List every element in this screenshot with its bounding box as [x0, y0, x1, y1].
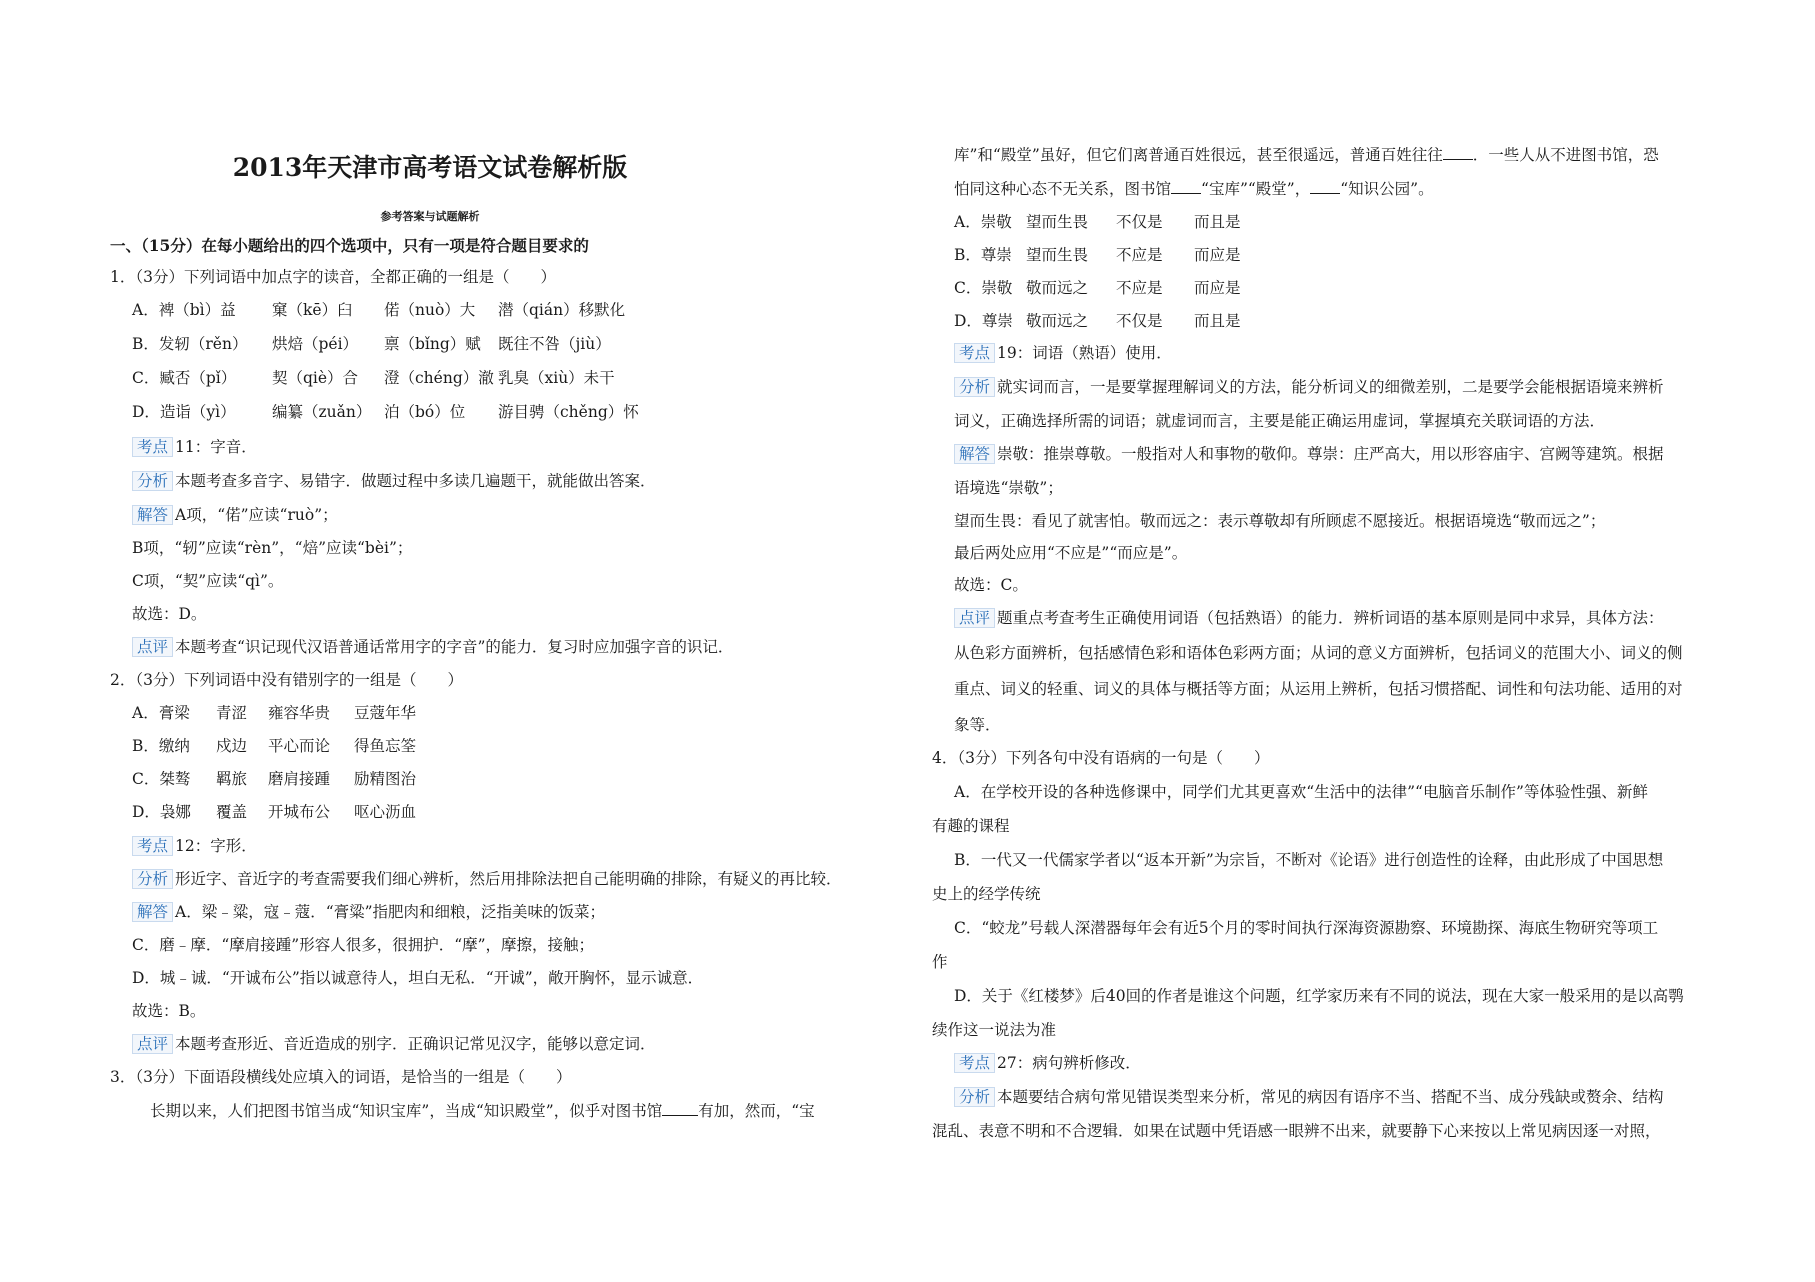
q3-jieda [954, 444, 1664, 464]
option-part: A．裨（bì）益 [132, 301, 236, 319]
dianping-tag: 点评 [132, 637, 173, 657]
q3-option-a [954, 212, 1241, 232]
jieda-tag: 解答 [954, 444, 995, 464]
passage-text: “知识公园”。 [1340, 180, 1434, 198]
option-part: 潜（qián）移默化 [498, 301, 626, 319]
q2-jieda [132, 902, 605, 922]
option-part: 青涩 [216, 704, 248, 722]
q2-answer-line: C．磨﹣摩．“摩肩接踵”形容人很多，很拥护．“摩”，摩擦，接触； [132, 936, 595, 954]
q1-answer-line: 故选：D。 [132, 605, 207, 623]
option-part: 澄（chéng）澈 [384, 369, 494, 387]
option-part: D．尊崇 [954, 312, 1013, 330]
q3-fenxi [954, 377, 1664, 397]
q1-option-a [132, 300, 625, 320]
q2-fenxi [132, 869, 842, 889]
kaodian-text: 19：词语（熟语）使用． [997, 344, 1172, 362]
option-part: 而应是 [1194, 246, 1241, 264]
jieda-text: A项，“偌”应读“ruò”； [175, 506, 338, 524]
kaodian-text: 12：字形． [175, 837, 257, 855]
answer-blank [1443, 145, 1473, 160]
option-part: 磨肩接踵 [268, 770, 331, 788]
option-part: 敬而远之 [1026, 279, 1089, 297]
dianping-text: 本题考查形近、音近造成的别字．正确识记常见汉字，能够以意定词． [175, 1035, 656, 1053]
q1-answer-line: C项，“契”应读“qì”。 [132, 572, 284, 590]
q1-dianping [132, 637, 733, 657]
q3-kaodian [954, 343, 1172, 363]
q3-fenxi-cont: 词义，正确选择所需的词语；就虚词而言，主要是能正确运用虚词，掌握填充关联词语的方法． [954, 412, 1606, 430]
q3-dianping [954, 608, 1664, 628]
fenxi-text: 本题要结合病句常见错误类型来分析，常见的病因有语序不当、搭配不当、成分残缺或赘余、结构 [997, 1088, 1664, 1106]
q3-dianping-cont: 从色彩方面辨析，包括感情色彩和语体色彩两方面；从词的意义方面辨析，包括词义的范围大小、词义的侧 [954, 644, 1683, 662]
passage-text: 有加，然而，“宝 [698, 1102, 815, 1120]
option-part: C．桀骜 [132, 770, 191, 788]
option-part: 乳臭（xiù）未干 [498, 369, 615, 387]
option-part: 开城布公 [268, 803, 331, 821]
option-part: 得鱼忘筌 [354, 737, 417, 755]
answer-blank [1171, 179, 1201, 194]
fenxi-tag: 分析 [132, 471, 173, 491]
option-part: 不应是 [1116, 246, 1163, 264]
passage-text: “宝库”“殿堂”， [1201, 180, 1311, 198]
dianping-tag: 点评 [954, 608, 995, 628]
option-part: 而且是 [1194, 213, 1241, 231]
q4-fenxi-cont: 混乱、表意不明和不合逻辑．如果在试题中凭语感一眼辨不出来，就要静下心来按以上常见病因逐一对照， [932, 1122, 1661, 1140]
q1-fenxi [132, 471, 656, 491]
option-part: B．缴纳 [132, 737, 190, 755]
fenxi-text: 形近字、音近字的考查需要我们细心辨析，然后用排除法把自己能明确的排除，有疑义的再比较． [175, 870, 842, 888]
dianping-text: 题重点考查考生正确使用词语（包括熟语）的能力．辨析词语的基本原则是同中求异，具体方法： [997, 609, 1664, 627]
option-part: 窠（kē）臼 [272, 301, 353, 319]
q2-option-b [132, 736, 416, 756]
kaodian-text: 27：病句辨析修改． [997, 1054, 1141, 1072]
option-part: 不仅是 [1116, 213, 1163, 231]
q2-stem: 2．（3分）下列词语中没有错别字的一组是（ ） [110, 671, 463, 689]
q1-option-c [132, 368, 615, 388]
option-part: 敬而远之 [1026, 312, 1089, 330]
answer-blank [1310, 179, 1340, 194]
q3-option-d [954, 311, 1241, 331]
kaodian-text: 11：字音． [175, 438, 257, 456]
q3-stem: 3．（3分）下面语段横线处应填入的词语，是恰当的一组是（ ） [110, 1068, 572, 1086]
q4-option-a: A．在学校开设的各种选修课中，同学们尤其更喜欢“生活中的法律”“电脑音乐制作”等体验性强、新鲜 [954, 783, 1648, 801]
q4-option-c: C．“蛟龙”号载人深潜器每年会有近5个月的零时间执行深海资源勘察、环境勘探、海底生物研究等项工 [954, 919, 1659, 937]
page-subtitle: 参考答案与试题解析 [380, 210, 480, 223]
option-part: B．尊崇 [954, 246, 1012, 264]
q1-kaodian [132, 437, 257, 457]
kaodian-tag: 考点 [132, 437, 173, 457]
option-part: 而且是 [1194, 312, 1241, 330]
option-part: 烘焙（péi） [272, 335, 359, 353]
dianping-tag: 点评 [132, 1034, 173, 1054]
q1-answer-line: B项，“轫”应读“rèn”，“焙”应读“bèi”； [132, 539, 413, 557]
q3-passage-line3 [954, 179, 1434, 199]
q3-option-c [954, 278, 1241, 298]
option-part: 泊（bó）位 [384, 403, 466, 421]
q4-option-a-cont: 有趣的课程 [932, 817, 1010, 835]
passage-text: 怕同这种心态不无关系，图书馆 [954, 180, 1172, 198]
section-heading: 一、（15分）在每小题给出的四个选项中，只有一项是符合题目要求的 [110, 236, 589, 255]
option-part: 游目骋（chěng）怀 [498, 403, 639, 421]
q4-fenxi [954, 1087, 1664, 1107]
passage-text: 库”和“殿堂”虽好，但它们离普通百姓很远，甚至很遥远，普通百姓往往 [954, 146, 1443, 164]
q4-option-d: D．关于《红楼梦》后40回的作者是谁这个问题，红学家历来有不同的说法，现在大家一般采用的是以高鹗 [954, 987, 1684, 1005]
kaodian-tag: 考点 [954, 1053, 995, 1073]
option-part: 契（qiè）合 [272, 369, 359, 387]
q3-passage-line2 [954, 145, 1659, 165]
option-part: 平心而论 [268, 737, 331, 755]
q3-option-b [954, 245, 1241, 265]
page-title: 2013年天津市高考语文试卷解析版 [232, 153, 628, 182]
q4-option-b-cont: 史上的经学传统 [932, 885, 1041, 903]
q2-answer-line: 故选：B。 [132, 1002, 206, 1020]
jieda-text: 崇敬：推崇尊敬。一般指对人和事物的敬仰。尊崇：庄严高大，用以形容庙宇、宫阙等建筑。根据 [997, 445, 1664, 463]
q3-passage-line1 [150, 1101, 815, 1121]
fenxi-tag: 分析 [954, 377, 995, 397]
option-part: 戍边 [216, 737, 248, 755]
passage-text: 长期以来，人们把图书馆当成“知识宝库”，当成“知识殿堂”，似乎对图书馆 [150, 1102, 663, 1120]
dianping-text: 本题考查“识记现代汉语普通话常用字的字音”的能力．复习时应加强字音的识记． [175, 638, 734, 656]
q3-answer-line: 望而生畏：看见了就害怕。敬而远之：表示尊敬却有所顾虑不愿接近。根据语境选“敬而远之”； [954, 512, 1606, 530]
jieda-tag: 解答 [132, 505, 173, 525]
option-part: 编纂（zuǎn） [272, 403, 372, 421]
kaodian-tag: 考点 [132, 836, 173, 856]
q4-option-c-cont: 作 [932, 953, 948, 971]
option-part: 而应是 [1194, 279, 1241, 297]
option-part: 豆蔻年华 [354, 704, 417, 722]
q3-jieda-cont: 语境选“崇敬”； [954, 479, 1063, 497]
option-part: 呕心沥血 [354, 803, 417, 821]
q1-stem: 1．（3分）下列词语中加点字的读音，全都正确的一组是（ ） [110, 268, 556, 286]
q3-answer-line: 故选：C。 [954, 576, 1028, 594]
option-part: 偌（nuò）大 [384, 301, 476, 319]
q1-option-d [132, 402, 639, 422]
option-part: C．臧否（pǐ） [132, 369, 237, 387]
option-part: D．造诣（yì） [132, 403, 236, 421]
option-part: 既往不咎（jiù） [498, 335, 611, 353]
option-part: 励精图治 [354, 770, 417, 788]
q1-jieda [132, 505, 338, 525]
q2-option-a [132, 703, 416, 723]
q3-answer-line: 最后两处应用“不应是”“而应是”。 [954, 544, 1188, 562]
option-part: B．发轫（rěn） [132, 335, 248, 353]
q2-kaodian [132, 836, 257, 856]
option-part: D．袅娜 [132, 803, 191, 821]
option-part: 望而生畏 [1026, 246, 1089, 264]
q2-answer-line: D．城﹣诚．“开诚布公”指以诚意待人，坦白无私．“开诚”，敞开胸怀，显示诚意． [132, 969, 704, 987]
q4-stem: 4．（3分）下列各句中没有语病的一句是（ ） [932, 749, 1270, 767]
q2-option-c [132, 769, 416, 789]
q3-dianping-cont: 象等． [954, 716, 1001, 734]
option-part: 雍容华贵 [268, 704, 331, 722]
fenxi-tag: 分析 [954, 1087, 995, 1107]
option-part: 禀（bǐng）赋 [384, 335, 481, 353]
jieda-text: A．梁﹣粱，寇﹣蔻．“膏粱”指肥肉和细粮，泛指美味的饭菜； [175, 903, 606, 921]
kaodian-tag: 考点 [954, 343, 995, 363]
passage-text: ．一些人从不进图书馆，恐 [1472, 146, 1659, 164]
fenxi-text: 就实词而言，一是要掌握理解词义的方法，能分析词义的细微差别，二是要学会能根据语境来辨析 [997, 378, 1664, 396]
option-part: 覆盖 [216, 803, 248, 821]
jieda-tag: 解答 [132, 902, 173, 922]
q1-option-b [132, 334, 611, 354]
q2-dianping [132, 1034, 656, 1054]
option-part: A．膏梁 [132, 704, 190, 722]
option-part: 不仅是 [1116, 312, 1163, 330]
option-part: A．崇敬 [954, 213, 1012, 231]
option-part: 羁旅 [216, 770, 248, 788]
q3-dianping-cont: 重点、词义的轻重、词义的具体与概括等方面；从运用上辨析，包括习惯搭配、词性和句法功能、适用的对 [954, 680, 1683, 698]
answer-blank [662, 1101, 698, 1116]
q2-option-d [132, 802, 416, 822]
q4-option-b: B．一代又一代儒家学者以“返本开新”为宗旨，不断对《论语》进行创造性的诠释，由此形成了中国思想 [954, 851, 1664, 869]
fenxi-tag: 分析 [132, 869, 173, 889]
option-part: 不应是 [1116, 279, 1163, 297]
fenxi-text: 本题考查多音字、易错字．做题过程中多读几遍题干，就能做出答案． [175, 472, 656, 490]
option-part: C．崇敬 [954, 279, 1013, 297]
q4-option-d-cont: 续作这一说法为准 [932, 1021, 1057, 1039]
option-part: 望而生畏 [1026, 213, 1089, 231]
q4-kaodian [954, 1053, 1141, 1073]
